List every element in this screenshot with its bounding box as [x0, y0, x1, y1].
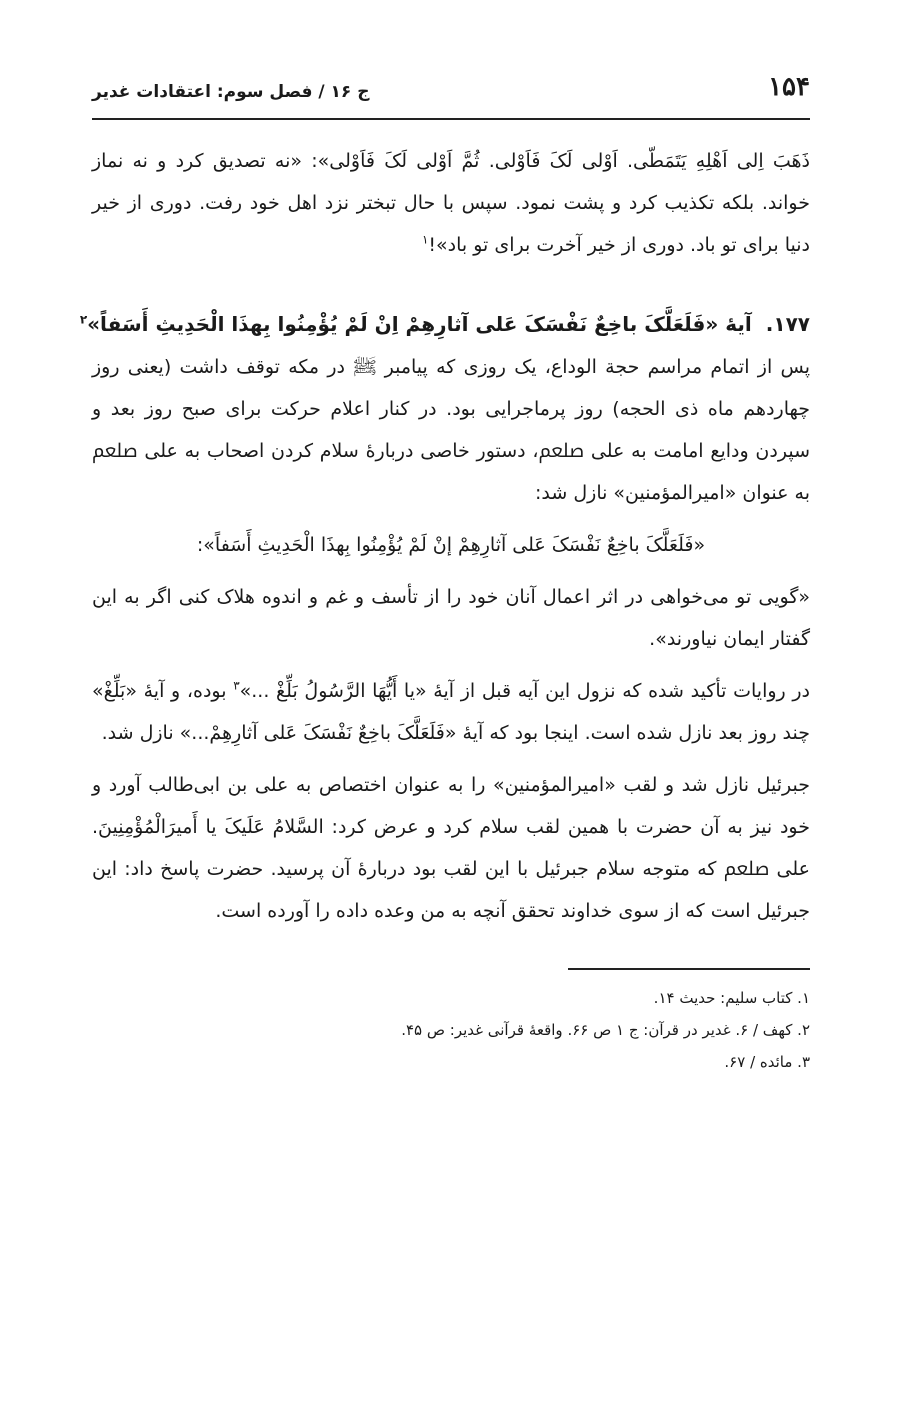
paragraph-1-text: ذَهَبَ اِلی اَهْلِهِ یَتَمَطّی. اَوْلی لَکَ فَاَوْلی. ثُمَّ اَوْلی لَکَ فَاَوْلی»: «نه تصدیق کرد و نه نماز خواند. بلکه تکذیب کرد و پشت نمود. سپس با حال تبختر نزد اهل خود رفت. دوری از خیر دنیا برای تو باد. دوری از خیر آخرت برای تو باد»! — [92, 150, 810, 256]
page-number: ۱۵۴ — [768, 72, 810, 102]
section-heading — [79, 302, 810, 346]
section-number: ۱۷۷. — [765, 312, 810, 336]
paragraph-5: جبرئیل نازل شد و لقب «امیرالمؤمنین» را به عنوان اختصاص به علی بن ابی‌طالب آورد و خود نیز به آن حضرت با همین لقب سلام کرد و عرض کرد: السَّلامُ عَلَیکَ یا أَمیرَالْمُؤْمِنِینَ. علی ﷵ که متوجه سلام جبرئیل با این لقب بود دربارهٔ آن پرسید. حضرت پاسخ داد: این جبرئیل است که از سوی خداوند تحقق آنچه به من وعده داده را آورده است. — [92, 774, 810, 922]
footnote-item: ۱. کتاب سلیم: حدیث ۱۴. — [653, 989, 810, 1007]
paragraph-4 — [92, 670, 810, 754]
page-header — [92, 60, 810, 120]
section-title: آیهٔ «فَلَعَلَّکَ باخِعٌ نَفْسَکَ عَلی آثارِهِمْ اِنْ لَمْ یُؤْمِنُوا بِهذَا الْحَدِیثِ أَسَفاً» — [87, 312, 752, 336]
book-page — [79, 60, 810, 1078]
paragraph-4-text-a: در روایات تأکید شده که نزول این آیه قبل از آیهٔ «یا أَیُّهَا الرَّسُولُ بَلِّغْ ...» — [239, 680, 810, 702]
footnotes — [92, 982, 810, 1078]
footnote-ref-2: ۲ — [79, 312, 88, 327]
paragraph-3: «گویی تو می‌خواهی در اثر اعمال آنان خود را از تأسف و غم و اندوه هلاک کنی اگر به این گفتار ایمان نیاورند». — [92, 586, 810, 650]
footnote-ref-1: ۱ — [421, 232, 429, 247]
footnote-item: ۲. کهف / ۶. غدیر در قرآن: ج ۱ ص ۶۶. واقعهٔ قرآنی غدیر: ص ۴۵. — [401, 1021, 810, 1039]
footnote-divider — [568, 968, 810, 970]
running-title: ج ۱۶ / فصل سوم: اعتقادات غدیر — [92, 82, 370, 102]
footnote-ref-3: ۳ — [233, 678, 240, 693]
footnote-item: ۳. مائده / ۶۷. — [724, 1053, 810, 1071]
paragraph-1 — [92, 140, 810, 266]
paragraph-2: پس از اتمام مراسم حجة الوداع، یک روزی که پیامبر ﷺ در مکه توقف داشت (یعنی روز چهاردهم ماه ذی الحجه) روز پرماجرایی بود. در کنار اعلام حرکت برای صبح روز بعد و سپردن ودایع امامت به علی ﷵ، دستور خاصی دربارهٔ سلام کردن اصحاب به علی ﷵ به عنوان «امیرالمؤمنین» نازل شد: — [92, 356, 810, 504]
paragraph-4-text-b: بوده، و آیهٔ «بَلِّغْ» چند روز بعد نازل شده است. اینجا بود که آیهٔ «فَلَعَلَّکَ باخِعٌ نَفْسَکَ عَلی آثارِهِمْ...» نازل شد. — [92, 680, 810, 744]
quran-quote: «فَلَعَلَّکَ باخِعٌ نَفْسَکَ عَلی آثارِهِمْ إنْ لَمْ یُؤْمِنُوا بِهذَا الْحَدِیثِ أَسَفاً»: — [196, 534, 706, 556]
